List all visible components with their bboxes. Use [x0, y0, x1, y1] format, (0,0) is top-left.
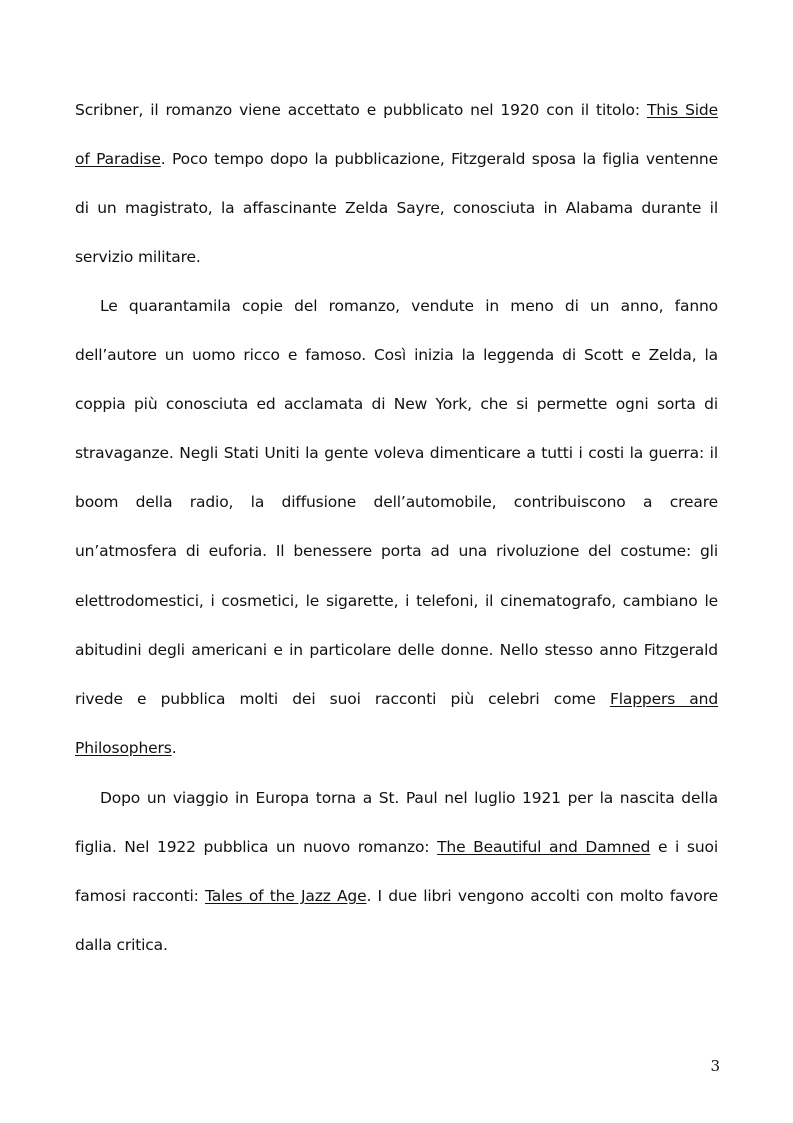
book-title: The Beautiful and Damned	[437, 838, 651, 856]
text-line: elettrodomestici, i cosmetici, le sigarette, i telefoni, il cinematografo, cambiano le	[75, 592, 718, 610]
book-title: Philosophers	[75, 739, 172, 757]
page-number: 3	[710, 1057, 720, 1075]
text-line: coppia più conosciuta ed acclamata di New York, che si permette ogni sorta di	[75, 395, 718, 413]
book-title: Tales of the Jazz Age	[205, 887, 367, 905]
text-line: dalla critica.	[75, 936, 168, 954]
text-line: Dopo un viaggio in Europa torna a St. Paul nel luglio 1921 per la nascita della	[100, 789, 718, 807]
text-line: un’atmosfera di euforia. Il benessere porta ad una rivoluzione del costume: gli	[75, 542, 718, 560]
text-line: boom della radio, la diffusione dell’automobile, contribuiscono a creare	[75, 493, 718, 511]
text-line: Le quarantamila copie del romanzo, vendute in meno di un anno, fanno	[100, 297, 718, 315]
text-line: rivede e pubblica molti dei suoi racconti più celebri come Flappers and	[75, 690, 718, 708]
text-line: figlia. Nel 1922 pubblica un nuovo romanzo: The Beautiful and Damned e i suoi	[75, 838, 718, 856]
text-line: abitudini degli americani e in particolare delle donne. Nello stesso anno Fitzgerald	[75, 641, 718, 659]
text-line: Scribner, il romanzo viene accettato e pubblicato nel 1920 con il titolo: This Side	[75, 101, 718, 119]
text-line: dell’autore un uomo ricco e famoso. Così inizia la leggenda di Scott e Zelda, la	[75, 346, 718, 364]
book-title: This Side	[646, 101, 718, 119]
book-title: Flappers and	[609, 690, 718, 708]
text-line: stravaganze. Negli Stati Uniti la gente voleva dimenticare a tutti i costi la guerra: il	[75, 444, 718, 462]
text-line: of Paradise. Poco tempo dopo la pubblicazione, Fitzgerald sposa la figlia ventenne	[75, 150, 718, 168]
text-line: Philosophers.	[75, 739, 177, 757]
book-title: of Paradise	[75, 150, 161, 168]
text-line: di un magistrato, la affascinante Zelda Sayre, conosciuta in Alabama durante il	[75, 199, 718, 217]
text-line: servizio militare.	[75, 248, 201, 266]
text-line: famosi racconti: Tales of the Jazz Age. I due libri vengono accolti con molto favore	[75, 887, 718, 905]
